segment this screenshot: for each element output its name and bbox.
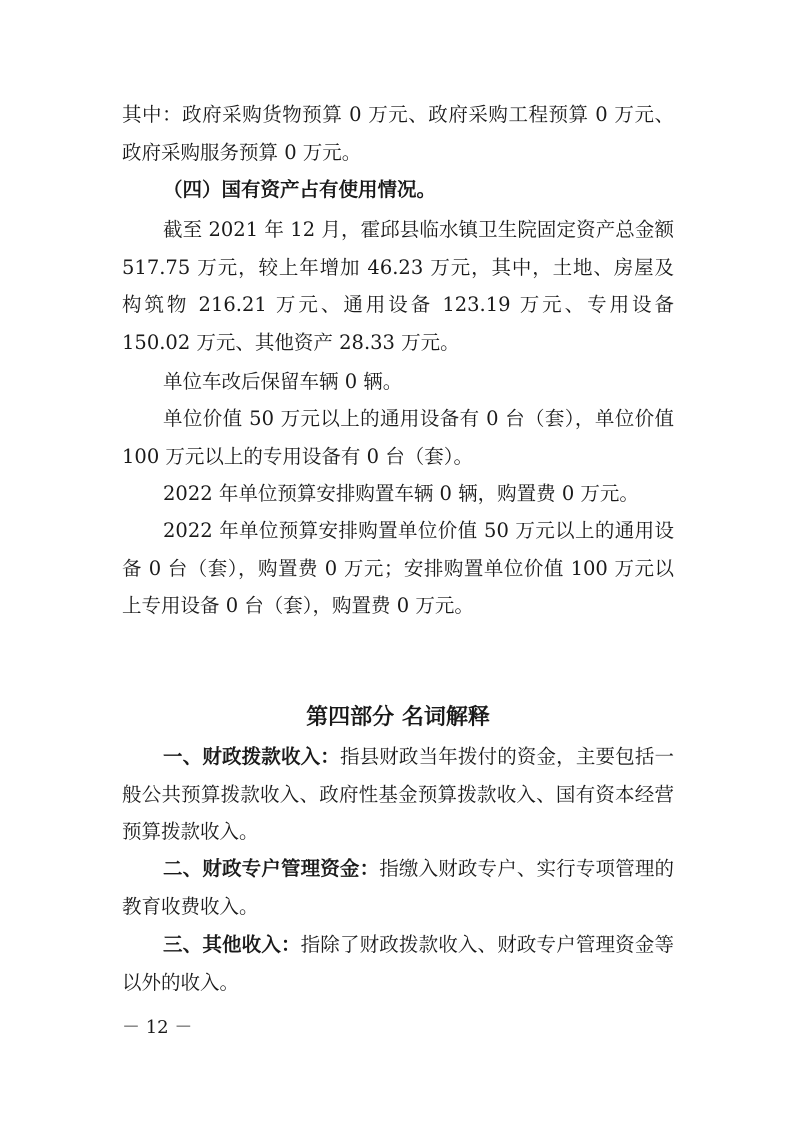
part-four-heading: 第四部分 名词解释 [306,704,490,730]
section-four-title: （四）国有资产占有使用情况。 [163,178,437,201]
fixed-assets-paragraph: 截至 2021 年 12 月，霍邱县临水镇卫生院固定资产总金额 517.75 万元，较上年增加 46.23 万元，其中，土地、房屋及构筑物 216.21 万元、通用设备 123.19 万元、专用设备 150.02 万元、其他资产 28.33 万元。 [122,218,674,354]
equipment-purchase-paragraph: 2022 年单位预算安排购置单位价值 50 万元以上的通用设备 0 台（套），购置费 0 万元；安排购置单位价值 100 万元以上专用设备 0 台（套），购置费 0 万元。 [122,519,674,617]
term-label: 三、其他收入： [163,933,301,956]
vehicles-retained-paragraph: 单位车改后保留车辆 0 辆。 [163,370,403,393]
term-definition: 指除了财政拨款收入、财政专户管理资金等以外的收入。 [122,933,674,994]
procurement-paragraph: 其中：政府采购货物预算 0 万元、政府采购工程预算 0 万元、政府采购服务预算 0 万元。 [122,103,674,164]
term-label: 二、财政专户管理资金： [163,857,380,880]
term-label: 一、财政拨款收入： [163,745,340,768]
page-number: － 12 － [122,1017,193,1038]
term-definition: 指县财政当年拨付的资金，主要包括一般公共预算拨款收入、政府性基金预算拨款收入、国有资本经营预算拨款收入。 [122,745,674,843]
term-special-account-funds [122,850,674,925]
equipment-value-paragraph: 单位价值 50 万元以上的通用设备有 0 台（套），单位价值 100 万元以上的专用设备有 0 台（套）。 [122,407,674,468]
term-fiscal-appropriation [122,738,674,851]
term-definition: 指缴入财政专户、实行专项管理的教育收费收入。 [122,857,674,918]
vehicle-purchase-paragraph: 2022 年单位预算安排购置车辆 0 辆，购置费 0 万元。 [163,482,639,505]
term-other-income [122,926,674,1001]
